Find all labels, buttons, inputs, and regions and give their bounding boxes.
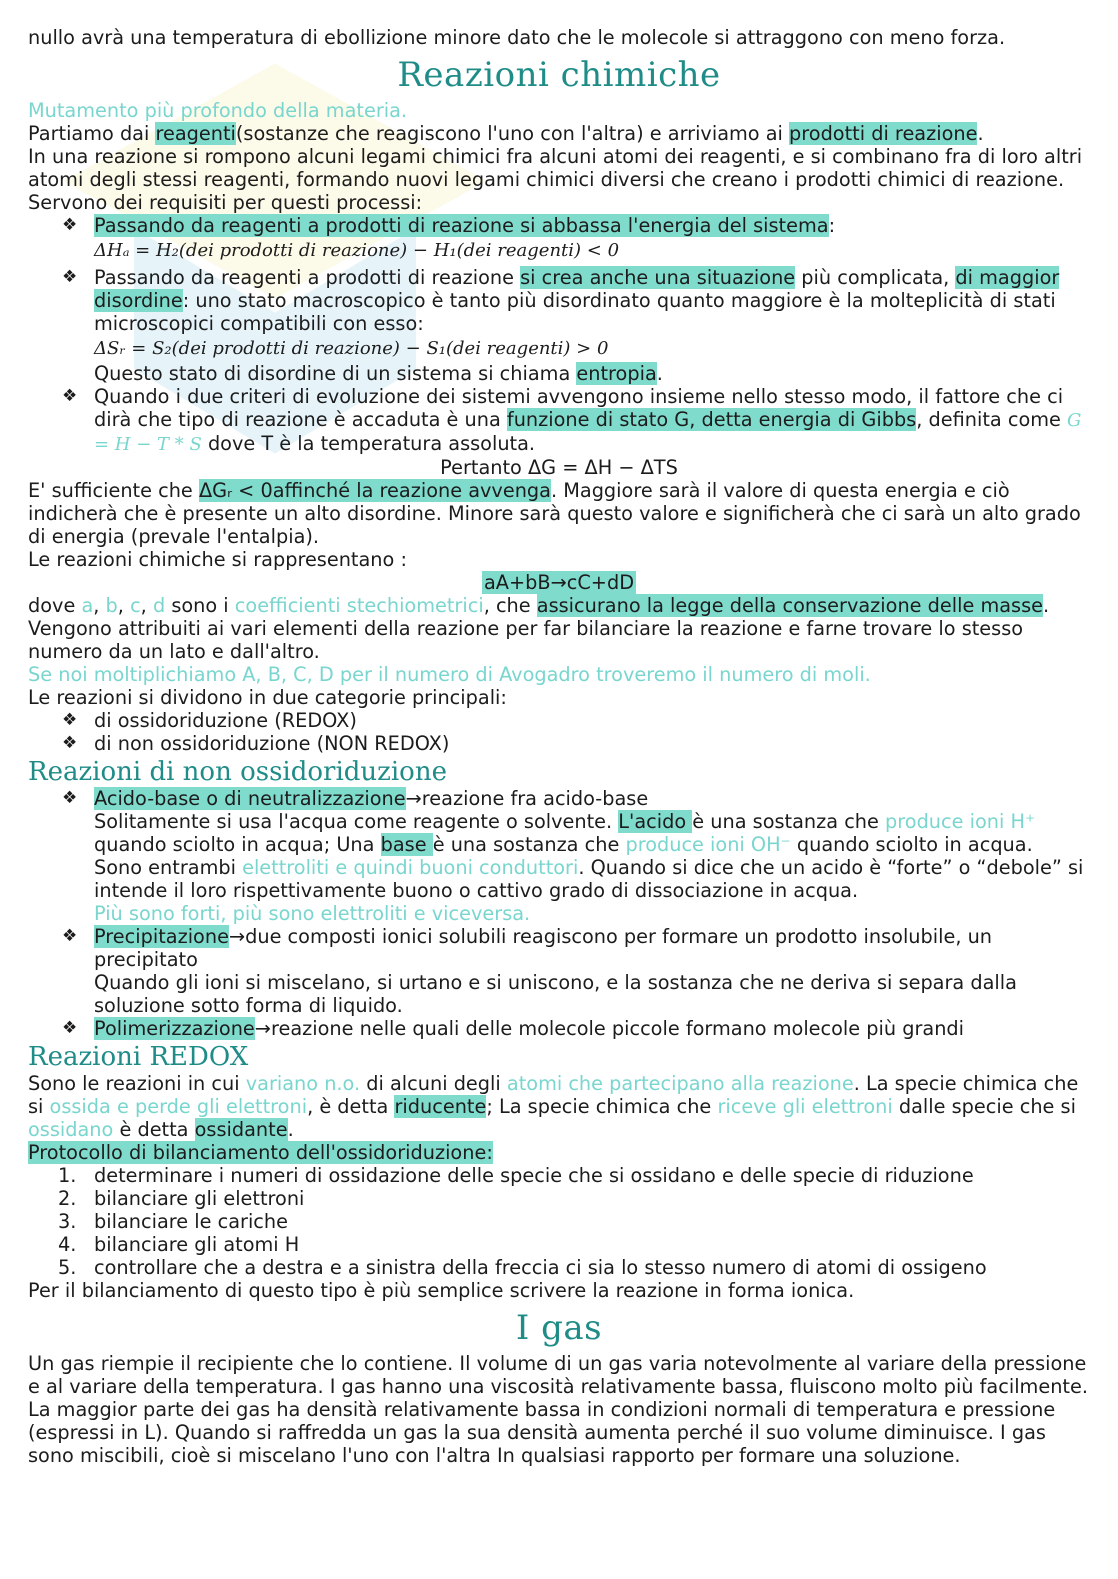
list-item-redox: ❖ di ossidoriduzione (REDOX): [62, 709, 357, 732]
list-item: 3. bilanciare le cariche: [58, 1210, 288, 1233]
protocol-title: Protocollo di bilanciamento dell'ossidoriduzione:: [28, 1141, 493, 1164]
diamond-bullet-icon: ❖: [62, 1018, 78, 1038]
paragraph-sufficiente: E' sufficiente che ΔGᵣ < 0affinché la reazione avvenga. Maggiore sarà il valore di questa energia e ciò indicherà che è presente un alto disordine. Minore sarà questo valore e significherà che ci sarà un alto grado di energia (prevale l'entalpia).: [28, 479, 1081, 548]
diamond-bullet-icon: ❖: [62, 267, 78, 287]
bullet-energia: ❖ Passando da reagenti a prodotti di reazione si abbassa l'energia del sistema: ΔHₐ = H₂(dei prodotti di reazione) − H₁(dei reagenti) < 0: [28, 214, 1090, 262]
bullet-disordine: ❖ Passando da reagenti a prodotti di reazione si crea anche una situazione più complicata, di maggior disordine: uno stato macroscopico è tanto più disordinato quanto maggiore è la molteplicità di stati microscopici compatibili con esso: ΔSᵣ = S₂(dei prodotti di reazione) − S₁(dei reagenti) > 0 Questo stato di disordine di un sistema si chiama entropia.: [28, 266, 1090, 385]
heading-non-ossidoriduzione: Reazioni di non ossidoriduzione: [28, 757, 447, 787]
diamond-bullet-icon: ❖: [62, 926, 78, 946]
bullet-precipitazione: ❖ Precipitazione→due composti ionici solubili reagiscono per formare un prodotto insolubile, un precipitato Quando gli ioni si miscelano, si urtano e si uniscono, e la sostanza che ne deriva si separa dalla soluzione sotto forma di liquido.: [28, 925, 1090, 1017]
paragraph-legami: In una reazione si rompono alcuni legami chimici fra alcuni atomi dei reagenti, e si combinano fra di loro altri atomi degli stessi reagenti, formando nuovi legami chimici diversi che creano i prodotti chimici di reazione. Servono dei requisiti per questi processi:: [28, 145, 1083, 214]
paragraph-gas: Un gas riempie il recipiente che lo contiene. Il volume di un gas varia notevolmente al variare della pressione e al variare della temperatura. I gas hanno una viscosità relativamente bassa, fluiscono molto più facilmente. La maggior parte dei gas ha densità relativamente bassa in condizioni normali di temperatura e pressione (espressi in L). Quando si raffredda un gas la sua densità aumenta perché il suo volume diminuisce. I gas sono miscibili, cioè si miscelano l'uno con l'altra In qualsiasi rapporto per formare una soluzione.: [28, 1352, 1088, 1467]
formula-delta-g: Pertanto ΔG = ΔH − ΔTS: [440, 456, 678, 479]
bullet-polimerizzazione: ❖ Polimerizzazione→reazione nelle quali delle molecole piccole formano molecole più grandi: [62, 1017, 965, 1040]
bullet-acido-base: ❖ Acido-base o di neutralizzazione→reazione fra acido-base Solitamente si usa l'acqua come reagente o solvente. L'acido è una sostanza che produce ioni H⁺ quando sciolto in acqua; Una base è una sostanza che produce ioni OH⁻ quando sciolto in acqua. Sono entrambi elettroliti e quindi buoni conduttori. Quando si dice che un acido è “forte” o “debole” si intende il loro rispettivamente buono o cattivo grado di dissociazione in acqua. Più sono forti, più sono elettroliti e viceversa.: [28, 787, 1090, 925]
heading-i-gas: I gas: [515, 1308, 603, 1348]
document-page: [28, 26, 1090, 1467]
reaction-equation: aA+bB→cC+dD: [483, 571, 635, 594]
formula-delta-h: ΔHₐ = H₂(dei prodotti di reazione) − H₁(dei reagenti) < 0: [94, 240, 620, 261]
formula-delta-s: ΔSᵣ = S₂(dei prodotti di reazione) − S₁(dei reagenti) > 0: [94, 338, 609, 359]
diamond-bullet-icon: ❖: [62, 733, 78, 753]
diamond-bullet-icon: ❖: [62, 386, 78, 406]
heading-reazioni-chimiche: Reazioni chimiche: [397, 55, 721, 95]
paragraph-reagenti: Partiamo dai reagenti(sostanze che reagiscono l'uno con l'altra) e arriviamo ai prodotti di reazione.: [28, 122, 984, 145]
diamond-bullet-icon: ❖: [62, 710, 78, 730]
precipitazione-detail: Quando gli ioni si miscelano, si urtano e si uniscono, e la sostanza che ne deriva si separa dalla soluzione sotto forma di liquido.: [94, 971, 1017, 1017]
paragraph-coefficienti: dove a, b, c, d sono i coefficienti stechiometrici, che assicurano la legge della conservazione delle masse. Vengono attribuiti ai vari elementi della reazione per far bilanciare la reazione e farne trovare lo stesso numero da un lato e dall'altro.: [28, 594, 1050, 663]
paragraph-ionica: Per il bilanciamento di questo tipo è più semplice scrivere la reazione in forma ionica.: [28, 1279, 855, 1302]
paragraph-categorie: Le reazioni si dividono in due categorie principali:: [28, 686, 507, 709]
paragraph-redox: Sono le reazioni in cui variano n.o. di alcuni degli atomi che partecipano alla reazione. La specie chimica che si ossida e perde gli elettroni, è detta riducente; La specie chimica che riceve gli elettroni dalle specie che si ossidano è detta ossidante.: [28, 1072, 1079, 1141]
diamond-bullet-icon: ❖: [62, 788, 78, 808]
forti-detail: Più sono forti, più sono elettroliti e viceversa.: [94, 902, 531, 925]
list-item: 4. bilanciare gli atomi H: [58, 1233, 300, 1256]
diamond-bullet-icon: ❖: [62, 215, 78, 235]
list-item: 2. bilanciare gli elettroni: [58, 1187, 305, 1210]
intro-text: nullo avrà una temperatura di ebollizione minore dato che le molecole si attraggono con meno forza.: [28, 26, 1006, 49]
elettroliti-detail: Sono entrambi elettroliti e quindi buoni conduttori. Quando si dice che un acido è “forte” o “debole” si intende il loro rispettivamente buono o cattivo grado di dissociazione in acqua.: [94, 856, 1084, 902]
paragraph-rappresentano: Le reazioni chimiche si rappresentano :: [28, 548, 407, 571]
paragraph-avogadro: Se noi moltiplichiamo A, B, C, D per il numero di Avogadro troveremo il numero di moli.: [28, 663, 871, 686]
lead-text: Mutamento più profondo della materia.: [28, 99, 408, 122]
list-item: 1. determinare i numeri di ossidazione delle specie che si ossidano e delle specie di riduzione: [58, 1164, 974, 1187]
protocol-steps: [28, 1164, 1090, 1279]
entropia-line: Questo stato di disordine di un sistema si chiama entropia.: [94, 362, 663, 385]
heading-redox: Reazioni REDOX: [28, 1042, 249, 1072]
list-item: 5. controllare che a destra e a sinistra della freccia ci sia lo stesso numero di atomi di ossigeno: [58, 1256, 987, 1279]
bullet-gibbs: ❖ Quando i due criteri di evoluzione dei sistemi avvengono insieme nello stesso modo, il fattore che ci dirà che tipo di reazione è accaduta è una funzione di stato G, detta energia di Gibbs, definita come G = H − T * S dove T è la temperatura assoluta.: [62, 385, 1082, 455]
list-item-non-redox: ❖ di non ossidoriduzione (NON REDOX): [62, 732, 450, 755]
acido-base-detail: Solitamente si usa l'acqua come reagente o solvente. L'acido è una sostanza che produce ioni H⁺ quando sciolto in acqua; Una base è una sostanza che produce ioni OH⁻ quando sciolto in acqua.: [94, 810, 1036, 856]
